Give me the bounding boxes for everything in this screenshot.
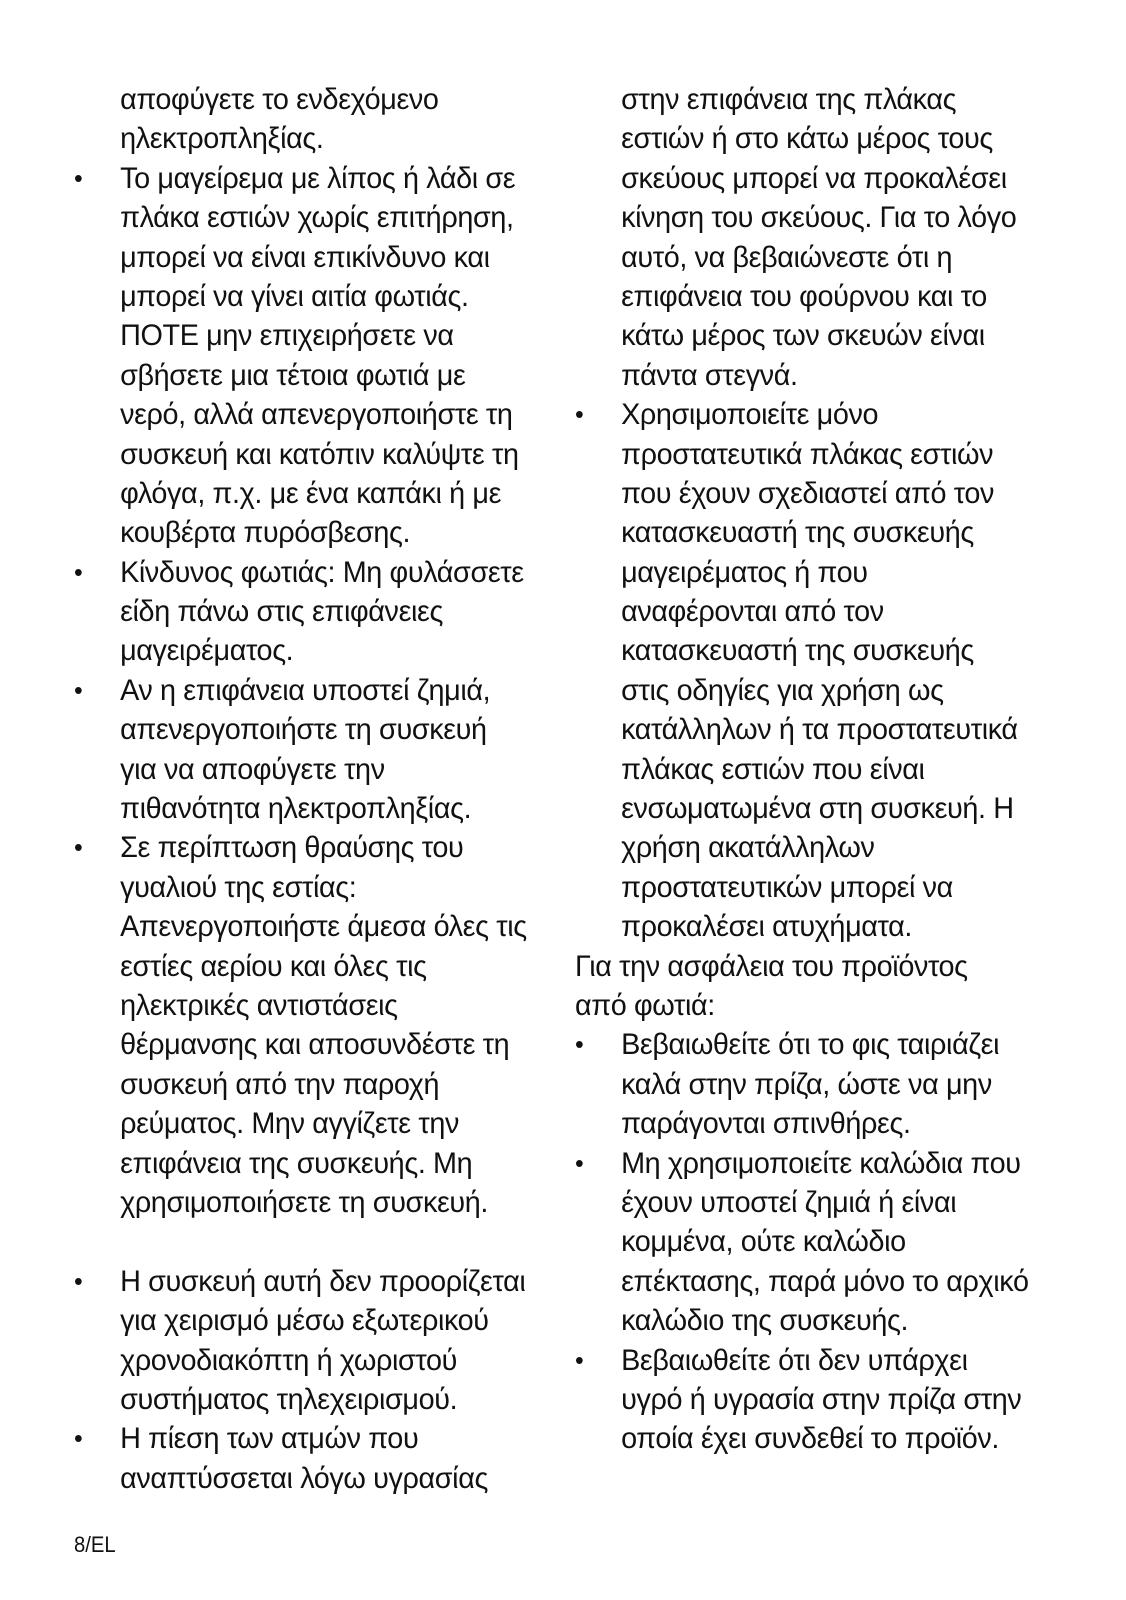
continuation-line: χρήση ακατάλληλων — [621, 831, 875, 865]
continuation-line: επιφάνεια του φούρνου και το — [621, 279, 987, 313]
continuation-line: καλά στην πρίζα, ώστε να μην — [621, 1067, 992, 1101]
bullet-item-line: • Το μαγείρεμα με λίπος ή λάδι σε — [74, 159, 535, 198]
continuation-line: συσκευή και κατόπιν καλύψτε τη — [120, 437, 519, 471]
continuation-line: εστιών ή στο κάτω μέρος τους — [621, 122, 993, 156]
continuation-line: κομμένα, ούτε καλώδιο — [621, 1225, 906, 1259]
bullet-item-line: • Η πίεση των ατμών που — [74, 1419, 535, 1458]
continuation-line: οποία έχει συνδεθεί το προϊόν. — [621, 1422, 1000, 1456]
continuation-line: Απενεργοποιήστε άμεσα όλες τις — [120, 910, 527, 944]
continuation-line: νερό, αλλά απενεργοποιήστε τη — [120, 398, 513, 432]
continuation-line: ρεύματος. Μην αγγίζετε την — [120, 1107, 459, 1141]
continuation-line: μπορεί να είναι επικίνδυνο και — [120, 240, 490, 274]
bullet-item-line: • Αν η επιφάνεια υποστεί ζημιά, — [74, 671, 535, 710]
continuation-line: αναπτύσσεται λόγω υγρασίας — [120, 1461, 488, 1495]
continuation-line: σβήσετε μια τέτοια φωτιά με — [120, 358, 466, 392]
continuation-line: είδη πάνω στις επιφάνειες — [120, 595, 443, 629]
paragraph-line: Για την ασφάλεια του προϊόντος — [575, 949, 968, 983]
bullet-item-line: • Η συσκευή αυτή δεν προορίζεται — [74, 1262, 535, 1301]
continuation-line: πλάκα εστιών χωρίς επιτήρηση, — [120, 201, 514, 235]
continuation-line: πάντα στεγνά. — [621, 358, 798, 392]
continuation-line: κουβέρτα πυρόσβεσης. — [120, 516, 411, 550]
bullet-item-line: • Βεβαιωθείτε ότι δεν υπάρχει — [575, 1341, 1036, 1380]
right-column — [575, 80, 1055, 1459]
continuation-line: για να αποφύγετε την — [120, 752, 385, 786]
continuation-line: κατασκευαστή της συσκευής — [621, 634, 974, 668]
continuation-line: φλόγα, π.χ. με ένα καπάκι ή με — [120, 476, 502, 510]
continuation-line: θέρμανσης και αποσυνδέστε τη — [120, 1028, 510, 1062]
continuation-line: προκαλέσει ατυχήματα. — [621, 910, 913, 944]
bullet-item-line: • Κίνδυνος φωτιάς: Μη φυλάσσετε — [74, 553, 535, 592]
continuation-line: παράγονται σπινθήρες. — [621, 1107, 911, 1141]
continuation-line: απενεργοποιήστε τη συσκευή — [120, 713, 487, 747]
continuation-line: ΠΟΤΕ μην επιχειρήσετε να — [120, 319, 454, 353]
continuation-line: έχουν υποστεί ζημιά ή είναι — [621, 1185, 957, 1219]
continuation-line: αποφύγετε το ενδεχόμενο — [120, 83, 439, 116]
continuation-line: πλάκας εστιών που είναι — [621, 752, 925, 786]
continuation-line: κίνηση του σκεύους. Για το λόγο — [621, 201, 1017, 235]
continuation-line: σκεύους μπορεί να προκαλέσει — [621, 161, 1007, 195]
continuation-line: ηλεκτρικές αντιστάσεις — [120, 988, 398, 1022]
left-column — [74, 80, 554, 1498]
continuation-line: κατάλληλων ή τα προστατευτικά — [621, 713, 1018, 747]
continuation-line: μαγειρέματος ή που — [621, 555, 868, 589]
continuation-line: μπορεί να γίνει αιτία φωτιάς. — [120, 279, 469, 313]
continuation-line: επιφάνεια της συσκευής. Μη — [120, 1146, 473, 1180]
bullet-item-line: • Μη χρησιμοποιείτε καλώδια που — [575, 1144, 1036, 1183]
continuation-line: κάτω μέρος των σκευών είναι — [621, 319, 985, 353]
continuation-line: αναφέρονται από τον — [621, 595, 884, 629]
page-number: 8/EL — [74, 1532, 116, 1557]
continuation-line: χρησιμοποιήσετε τη συσκευή. — [120, 1185, 489, 1219]
continuation-line: χρονοδιακόπτη ή χωριστού — [120, 1343, 457, 1377]
continuation-line: προστατευτικών μπορεί να — [621, 870, 953, 904]
continuation-line: που έχουν σχεδιαστεί από τον — [621, 476, 995, 510]
continuation-line: συσκευή από την παροχή — [120, 1067, 440, 1101]
continuation-line: γυαλιού της εστίας: — [120, 870, 357, 904]
bullet-item-line: • Χρησιμοποιείτε μόνο — [575, 395, 1036, 434]
continuation-line: στις οδηγίες για χρήση ως — [621, 673, 944, 707]
continuation-line: επέκτασης, παρά μόνο το αρχικό — [621, 1264, 1029, 1298]
continuation-line: στην επιφάνεια της πλάκας — [621, 83, 957, 116]
continuation-line: καλώδιο της συσκευής. — [621, 1304, 909, 1338]
continuation-line: πιθανότητα ηλεκτροπληξίας. — [120, 792, 472, 826]
continuation-line: ενσωματωμένα στη συσκευή. Η — [621, 792, 1014, 826]
bullet-item-line: • Βεβαιωθείτε ότι το φις ταιριάζει — [575, 1025, 1036, 1064]
continuation-line: κατασκευαστή της συσκευής — [621, 516, 974, 550]
continuation-line: εστίες αερίου και όλες τις — [120, 949, 427, 983]
bullet-item-line: • Σε περίπτωση θραύσης του — [74, 828, 535, 867]
continuation-line: μαγειρέματος. — [120, 634, 294, 668]
continuation-line: για χειρισμό μέσω εξωτερικού — [120, 1304, 489, 1338]
continuation-line: προστατευτικά πλάκας εστιών — [621, 437, 994, 471]
continuation-line: αυτό, να βεβαιώνεστε ότι η — [621, 240, 953, 274]
continuation-line: συστήματος τηλεχειρισμού. — [120, 1382, 458, 1416]
paragraph-line: από φωτιά: — [575, 988, 715, 1022]
continuation-line: ηλεκτροπληξίας. — [120, 122, 324, 156]
paragraph-gap — [74, 1222, 554, 1261]
continuation-line: υγρό ή υγρασία στην πρίζα στην — [621, 1382, 1022, 1416]
